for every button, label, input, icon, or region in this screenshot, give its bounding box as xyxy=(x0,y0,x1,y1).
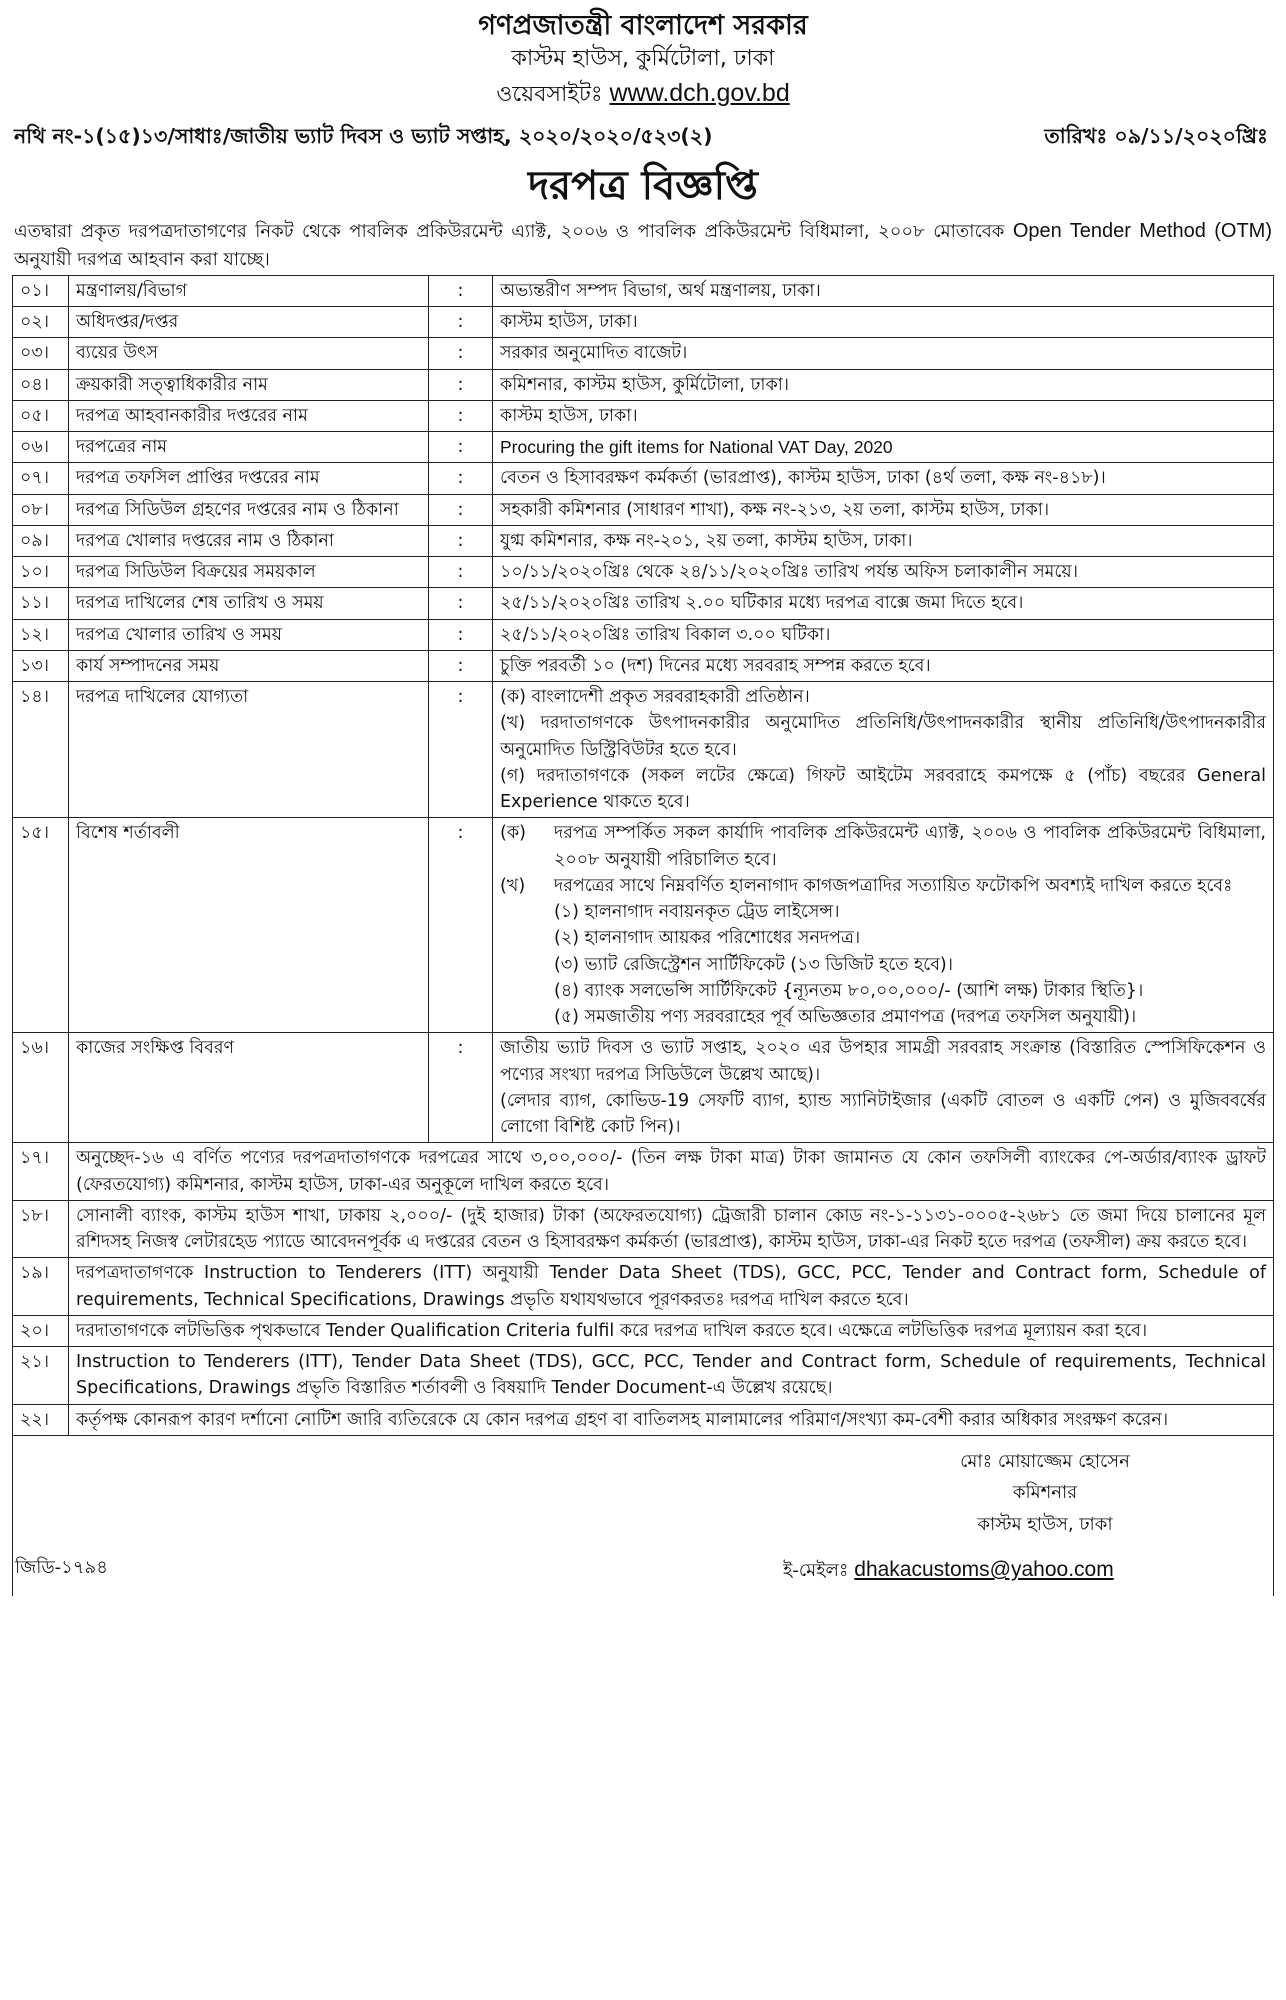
row-colon: : xyxy=(429,307,493,338)
document-item: (৫) সমজাতীয় পণ্য সরবরাহের পূর্ব অভিজ্ঞতার প্রমাণপত্র (দরপত্র তফসিল অনুযায়ী)। xyxy=(554,1007,1137,1028)
row-colon: : xyxy=(429,557,493,588)
work-description xyxy=(493,1033,1274,1143)
row-number: ১৬। xyxy=(13,1033,69,1143)
document-item: (২) হালনাগাদ আয়কর পরিশোধের সনদপত্র। xyxy=(554,928,861,949)
row-value: ১০/১১/২০২০খ্রিঃ থেকে ২৪/১১/২০২০খ্রিঃ তারিখ পর্যন্ত অফিস চলাকালীন সময়ে। xyxy=(493,557,1274,588)
intro-paragraph xyxy=(12,216,1274,275)
row-colon: : xyxy=(429,588,493,619)
row-label: দরপত্রের নাম xyxy=(69,432,429,463)
row-number: ১০। xyxy=(13,557,69,588)
row-colon: : xyxy=(429,619,493,650)
letterhead xyxy=(12,8,1274,111)
signatory xyxy=(835,1446,1255,1541)
row-value: অভ্যন্তরীণ সম্পদ বিভাগ, অর্থ মন্ত্রণালয়, ঢাকা। xyxy=(493,275,1274,306)
signatory-designation: কমিশনার xyxy=(1012,1482,1078,1504)
row-colon: : xyxy=(429,369,493,400)
table-row xyxy=(13,619,1274,650)
intro-method: Open Tender Method (OTM) xyxy=(1012,219,1272,242)
website-line xyxy=(12,75,1274,111)
row-colon: : xyxy=(429,275,493,306)
website-label: ওয়েবসাইটঃ xyxy=(496,81,603,107)
table-row xyxy=(13,1033,1274,1143)
table-row xyxy=(13,432,1274,463)
eligibility-item: (গ) দরদাতাগণকে (সকল লটের ক্ষেত্রে) গিফট আইটেম সরবরাহে কমপক্ষে ৫ (পাঁচ) বছরের General Experience থাকতে হবে। xyxy=(500,765,1266,813)
row-number: ০২। xyxy=(13,307,69,338)
row-number: ১৩। xyxy=(13,650,69,681)
condition-text: দরপত্রের সাথে নিম্নবর্ণিত হালনাগাদ কাগজপত্রাদির সত্যায়িত ফটোকপি অবশ্যই দাখিল করতে হবেঃ xyxy=(554,875,1233,896)
row-colon: : xyxy=(429,1033,493,1143)
row-colon: : xyxy=(429,338,493,369)
signature-block xyxy=(13,1446,1273,1596)
row-number: ১৭। xyxy=(13,1143,69,1201)
row-colon: : xyxy=(429,682,493,818)
memo-date: তারিখঃ ০৯/১১/২০২০খ্রিঃ xyxy=(1044,124,1268,149)
tender-details-table xyxy=(12,275,1274,1596)
email-link[interactable]: dhakacustoms@yahoo.com xyxy=(854,1557,1114,1581)
condition-kha xyxy=(500,873,1266,1031)
website-link[interactable]: www.dch.gov.bd xyxy=(609,78,790,107)
special-conditions xyxy=(493,818,1274,1033)
condition-mark: (খ) xyxy=(500,875,526,896)
reference-line xyxy=(12,121,1274,152)
intro-text: এতদ্বারা প্রকৃত দরপত্রদাতাগণের নিকট থেকে পাবলিক প্রকিউরমেন্ট এ্যাক্ট, ২০০৬ ও পাবলিক প্রকিউরমেন্ট বিধিমালা, ২০০৮ মোতাবেক xyxy=(14,220,1005,242)
row-label: কাজের সংক্ষিপ্ত বিবরণ xyxy=(69,1033,429,1143)
row-text: দরপত্রদাতাগণকে Instruction to Tenderers (ITT) অনুযায়ী Tender Data Sheet (TDS), GCC, PCC, Tender and Contract form, Schedule of requirements, Technical Specifications, Drawings প্রভৃতি যথাযথভাবে পূরণকরতঃ দরপত্র দাখিল করতে হবে। xyxy=(69,1258,1274,1316)
row-number: ০৯। xyxy=(13,525,69,556)
row-label: দরপত্র দাখিলের শেষ তারিখ ও সময় xyxy=(69,588,429,619)
document-item: (১) হালনাগাদ নবায়নকৃত ট্রেড লাইসেন্স। xyxy=(554,902,840,923)
row-number: ১৮। xyxy=(13,1200,69,1258)
row-value: যুগ্ম কমিশনার, কক্ষ নং-২০১, ২য় তলা, কাস্টম হাউস, ঢাকা। xyxy=(493,525,1274,556)
row-value: ২৫/১১/২০২০খ্রিঃ তারিখ ২.০০ ঘটিকার মধ্যে দরপত্র বাক্সে জমা দিতে হবে। xyxy=(493,588,1274,619)
table-row xyxy=(13,1315,1274,1346)
row-text: অনুচ্ছেদ-১৬ এ বর্ণিত পণ্যের দরপত্রদাতাগণকে দরপত্রের সাথে ৩,০০,০০০/- (তিন লক্ষ টাকা মাত্র) টাকা জামানত যে কোন তফসিলী ব্যাংকের পে-অর্ডার/ব্যাংক ড্রাফট (ফেরতযোগ্য) কমিশনার, কাস্টম হাউস, ঢাকা-এর অনুকূলে দাখিল করতে হবে। xyxy=(69,1143,1274,1201)
document-item: (৪) ব্যাংক সলভেন্সি সার্টিফিকেট {ন্যূনতম ৮০,০০,০০০/- (আশি লক্ষ) টাকার স্থিতি}। xyxy=(554,980,1144,1001)
row-number: ০৮। xyxy=(13,494,69,525)
row-label: ক্রয়কারী সত্ত্বাধিকারীর নাম xyxy=(69,369,429,400)
condition-text: দরপত্র সম্পর্কিত সকল কার্যাদি পাবলিক প্রকিউরমেন্ট এ্যাক্ট, ২০০৬ ও পাবলিক প্রকিউরমেন্ট বিধিমালা, ২০০৮ অনুযায়ী পরিচালিত হবে। xyxy=(554,823,1266,870)
row-label: অধিদপ্তর/দপ্তর xyxy=(69,307,429,338)
row-label: দরপত্র দাখিলের যোগ্যতা xyxy=(69,682,429,818)
row-number: ১২। xyxy=(13,619,69,650)
condition-body xyxy=(554,873,1266,1031)
row-label: ব্যয়ের উৎস xyxy=(69,338,429,369)
row-number: ২০। xyxy=(13,1315,69,1346)
table-row xyxy=(13,525,1274,556)
row-number: ২১। xyxy=(13,1347,69,1405)
row-value: বেতন ও হিসাবরক্ষণ কর্মকর্তা (ভারপ্রাপ্ত), কাস্টম হাউস, ঢাকা (৪র্থ তলা, কক্ষ নং-৪১৮)। xyxy=(493,463,1274,494)
table-row xyxy=(13,818,1274,1033)
row-text: কর্তৃপক্ষ কোনরূপ কারণ দর্শানো নোটিশ জারি ব্যতিরেকে যে কোন দরপত্র গ্রহণ বা বাতিলসহ মালামালের পরিমাণ/সংখ্যা কম-বেশী করার অধিকার সংরক্ষণ করেন। xyxy=(69,1404,1274,1435)
intro-text-end: অনুযায়ী দরপত্র আহবান করা যাচ্ছে। xyxy=(14,248,270,270)
eligibility-item: (ক) বাংলাদেশী প্রকৃত সরবরাহকারী প্রতিষ্ঠান। xyxy=(500,687,810,708)
table-row xyxy=(13,1347,1274,1405)
email-line xyxy=(783,1554,1114,1586)
row-number: ১১। xyxy=(13,588,69,619)
signatory-office: কাস্টম হাউস, ঢাকা xyxy=(977,1513,1113,1535)
table-row xyxy=(13,1143,1274,1201)
condition-mark: (ক) xyxy=(500,823,526,844)
row-colon: : xyxy=(429,525,493,556)
row-label: দরপত্র আহবানকারীর দপ্তরের নাম xyxy=(69,400,429,431)
row-number: ০৭। xyxy=(13,463,69,494)
row-label: দরপত্র সিডিউল গ্রহণের দপ্তরের নাম ও ঠিকানা xyxy=(69,494,429,525)
row-label: মন্ত্রণালয়/বিভাগ xyxy=(69,275,429,306)
signature-row xyxy=(13,1435,1274,1596)
table-row xyxy=(13,1258,1274,1316)
row-colon: : xyxy=(429,463,493,494)
row-value: কাস্টম হাউস, ঢাকা। xyxy=(493,400,1274,431)
row-value: সরকার অনুমোদিত বাজেট। xyxy=(493,338,1274,369)
row-colon: : xyxy=(429,494,493,525)
row-number: ০৩। xyxy=(13,338,69,369)
work-description-items: (লেদার ব্যাগ, কোভিড-19 সেফটি ব্যাগ, হ্যান্ড স্যানিটাইজার (একটি বোতল ও একটি পেন) ও মুজিববর্ষের লোগো বিশিষ্ট কোট পিন)। xyxy=(500,1090,1266,1138)
row-number: ০৫। xyxy=(13,400,69,431)
table-row xyxy=(13,307,1274,338)
document-item: (৩) ভ্যাট রেজিস্ট্রেশন সার্টিফিকেট (১৩ ডিজিট হতে হবে)। xyxy=(554,954,954,975)
condition-ka xyxy=(500,820,1266,873)
row-label: দরপত্র খোলার তারিখ ও সময় xyxy=(69,619,429,650)
table-row xyxy=(13,588,1274,619)
work-description-text: জাতীয় ভ্যাট দিবস ও ভ্যাট সপ্তাহ, ২০২০ এর উপহার সামগ্রী সরবরাহ সংক্রান্ত (বিস্তারিত স্পেসিফিকেশন ও পণ্যের সংখ্যা দরপত্র সিডিউলে উল্লেখ আছে)। xyxy=(500,1038,1266,1085)
row-value: কাস্টম হাউস, ঢাকা। xyxy=(493,307,1274,338)
row-number: ০৬। xyxy=(13,432,69,463)
office-address: কাস্টম হাউস, কুর্মিটোলা, ঢাকা xyxy=(511,46,775,72)
row-colon: : xyxy=(429,650,493,681)
row-number: ১৫। xyxy=(13,818,69,1033)
row-colon: : xyxy=(429,400,493,431)
table-row xyxy=(13,338,1274,369)
row-number: ১৪। xyxy=(13,682,69,818)
row-text: সোনালী ব্যাংক, কাস্টম হাউস শাখা, ঢাকায় ২,০০০/- (দুই হাজার) টাকা (অফেরতযোগ্য) ট্রেজারী চালান কোড নং-১-১১৩১-০০০৫-২৬৮১ তে জমা দিয়ে চালানের মূল রশিদসহ নিজস্ব লেটারহেড প্যাডে আবেদনপূর্বক এ দপ্তরের বেতন ও হিসাবরক্ষণ কর্মকর্তা (ভারপ্রাপ্ত), কাস্টম হাউস, ঢাকা-এর নিকট হতে দরপত্র (তফসীল) ক্রয় করতে হবে। xyxy=(69,1200,1274,1258)
government-name: গণপ্রজাতন্ত্রী বাংলাদেশ সরকার xyxy=(478,10,808,41)
row-label: কার্য সম্পাদনের সময় xyxy=(69,650,429,681)
eligibility-item: (খ) দরদাতাগণকে উৎপাদনকারীর অনুমোদিত প্রতিনিধি/উৎপাদনকারীর স্থানীয় প্রতিনিধি/উৎপাদনকারীর অনুমোদিত ডিস্ট্রিবিউটর হতে হবে। xyxy=(500,713,1266,760)
table-row xyxy=(13,400,1274,431)
table-row xyxy=(13,494,1274,525)
row-colon: : xyxy=(429,818,493,1033)
row-value: Procuring the gift items for National VAT Day, 2020 xyxy=(493,432,1274,463)
table-row xyxy=(13,682,1274,818)
table-row xyxy=(13,557,1274,588)
row-value: সহকারী কমিশনার (সাধারণ শাখা), কক্ষ নং-২১৩, ২য় তলা, কাস্টম হাউস, ঢাকা। xyxy=(493,494,1274,525)
notice-title: দরপত্র বিজ্ঞপ্তি xyxy=(528,162,758,209)
row-number: ০১। xyxy=(13,275,69,306)
row-number: ২২। xyxy=(13,1404,69,1435)
row-label: দরপত্র খোলার দপ্তরের নাম ও ঠিকানা xyxy=(69,525,429,556)
table-row xyxy=(13,463,1274,494)
table-row xyxy=(13,369,1274,400)
row-value: চুক্তি পরবর্তী ১০ (দশ) দিনের মধ্যে সরবরাহ সম্পন্ন করতে হবে। xyxy=(493,650,1274,681)
email-label: ই-মেইলঃ xyxy=(783,1559,849,1581)
row-text: দরদাতাগণকে লটভিত্তিক পৃথকভাবে Tender Qualification Criteria fulfil করে দরপত্র দাখিল করতে হবে। এক্ষেত্রে লটভিত্তিক দরপত্র মূল্যায়ন করা হবে। xyxy=(69,1315,1274,1346)
row-number: ০৪। xyxy=(13,369,69,400)
row-value: কমিশনার, কাস্টম হাউস, কুর্মিটোলা, ঢাকা। xyxy=(493,369,1274,400)
gd-number: জিডি-১৭৯৪ xyxy=(15,1556,108,1578)
row-label: দরপত্র তফসিল প্রাপ্তির দপ্তরের নাম xyxy=(69,463,429,494)
table-row xyxy=(13,275,1274,306)
signatory-name: মোঃ মোয়াজ্জেম হোসেন xyxy=(960,1450,1130,1472)
memo-number: নথি নং-১(১৫)১৩/সাধাঃ/জাতীয় ভ্যাট দিবস ও ভ্যাট সপ্তাহ, ২০২০/২০২০/৫২৩(২) xyxy=(14,124,713,149)
table-row xyxy=(13,1404,1274,1435)
row-label: দরপত্র সিডিউল বিক্রয়ের সময়কাল xyxy=(69,557,429,588)
row-label: বিশেষ শর্তাবলী xyxy=(69,818,429,1033)
row-value: ২৫/১১/২০২০খ্রিঃ তারিখ বিকাল ৩.০০ ঘটিকা। xyxy=(493,619,1274,650)
row-colon: : xyxy=(429,432,493,463)
eligibility-list xyxy=(493,682,1274,818)
signature-cell xyxy=(13,1435,1274,1596)
row-text: Instruction to Tenderers (ITT), Tender Data Sheet (TDS), GCC, PCC, Tender and Contract form, Schedule of requirements, Technical Specifications, Drawings প্রভৃতি বিস্তারিত শর্তাবলী ও বিষয়াদি Tender Document-এ উল্লেখ রয়েছে। xyxy=(69,1347,1274,1405)
table-row xyxy=(13,1200,1274,1258)
table-row xyxy=(13,650,1274,681)
row-number: ১৯। xyxy=(13,1258,69,1316)
